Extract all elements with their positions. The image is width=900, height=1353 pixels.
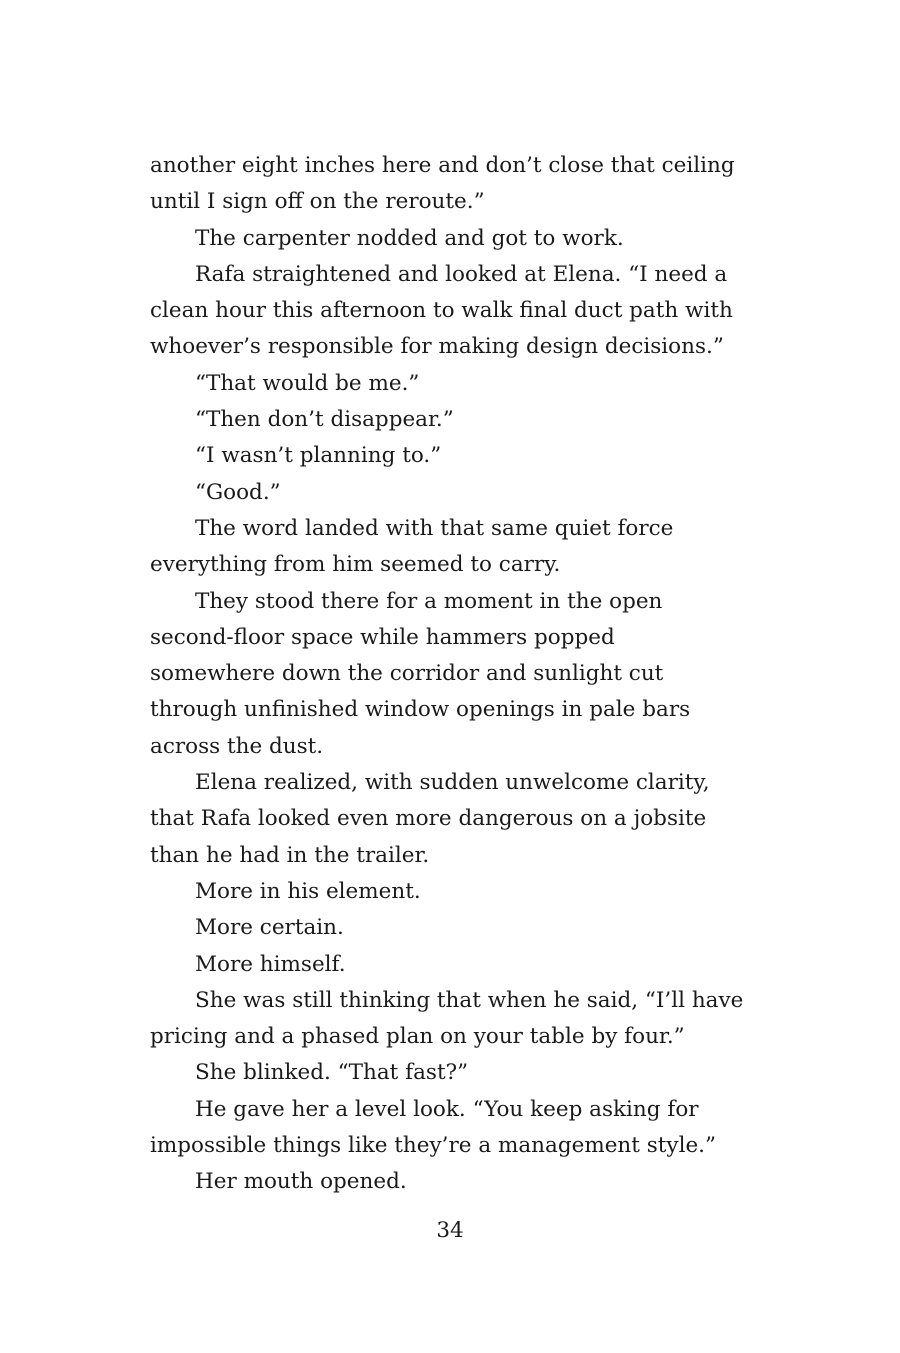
text-line: second-floor space while hammers popped: [150, 624, 615, 650]
text-line: somewhere down the corridor and sunlight cut: [150, 661, 664, 687]
page-body: [150, 148, 750, 1201]
text-line: More certain.: [195, 915, 344, 941]
text-line: “That would be me.”: [195, 370, 420, 396]
text-line: “Then don’t disappear.”: [195, 407, 454, 433]
text-line: whoever’s responsible for making design decisions.”: [150, 334, 724, 360]
text-line: More himself.: [195, 951, 346, 977]
text-line: clean hour this afternoon to walk final duct path with: [150, 298, 733, 324]
text-line: through unfinished window openings in pale bars: [150, 697, 691, 723]
text-line: He gave her a level look. “You keep asking for: [195, 1096, 699, 1122]
text-line: impossible things like they’re a management style.”: [150, 1133, 717, 1159]
text-line: that Rafa looked even more dangerous on a jobsite: [150, 806, 707, 832]
text-line: pricing and a phased plan on your table by four.”: [150, 1024, 685, 1050]
text-line: across the dust.: [150, 733, 324, 759]
text-line: “Good.”: [195, 479, 281, 505]
text-line: The word landed with that same quiet force: [195, 515, 674, 541]
text-line: “I wasn’t planning to.”: [195, 443, 442, 469]
text-line: Elena realized, with sudden unwelcome clarity,: [195, 770, 710, 796]
text-line: everything from him seemed to carry.: [150, 552, 561, 578]
text-line: Her mouth opened.: [195, 1169, 407, 1195]
text-line: She blinked. “That fast?”: [195, 1060, 469, 1086]
text-line: More in his element.: [195, 878, 421, 904]
text-line: The carpenter nodded and got to work.: [195, 225, 624, 251]
text-line: Rafa straightened and looked at Elena. “I need a: [195, 261, 728, 287]
text-line: another eight inches here and don’t close that ceiling: [150, 153, 735, 178]
text-line: They stood there for a moment in the open: [195, 588, 663, 614]
text-line: She was still thinking that when he said, “I’ll have: [195, 987, 744, 1013]
page-number: 34: [436, 1218, 464, 1243]
text-line: than he had in the trailer.: [150, 842, 430, 868]
text-line: until I sign off on the reroute.”: [150, 189, 485, 215]
